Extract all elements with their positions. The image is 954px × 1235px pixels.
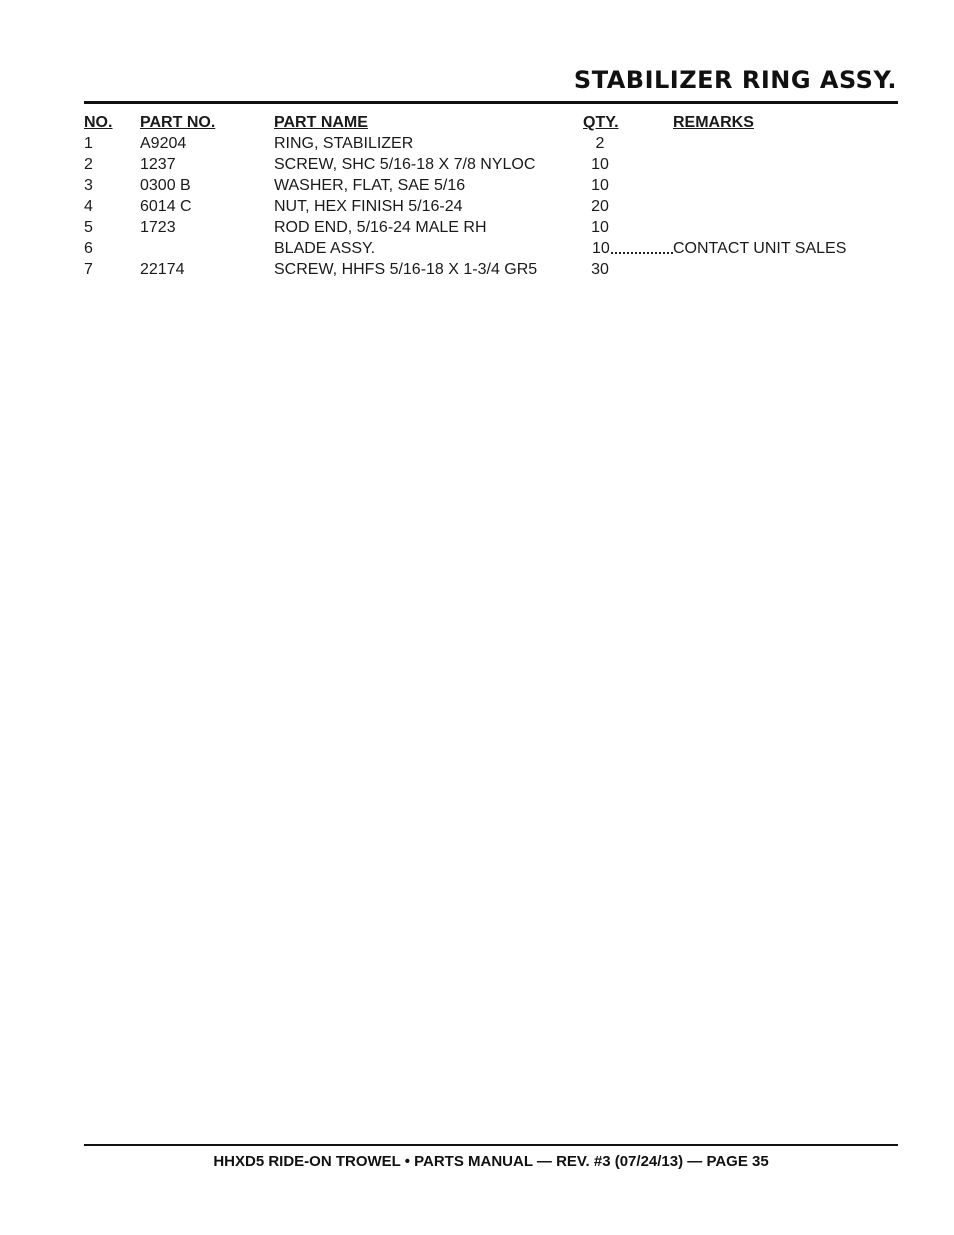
- table-row: [84, 196, 898, 217]
- dot-leader: [611, 252, 673, 254]
- row-part-no: 1237: [140, 156, 176, 173]
- row-part-name: SCREW, SHC 5/16-18 X 7/8 NYLOC: [274, 156, 536, 173]
- table-header-row: [84, 112, 898, 133]
- row-no: 3: [84, 177, 93, 194]
- row-part-no: 0300 B: [140, 177, 191, 194]
- row-qty: 10: [591, 219, 609, 236]
- page-title: STABILIZER RING ASSY.: [573, 66, 897, 94]
- row-part-no: 22174: [140, 261, 185, 278]
- row-part-no: A9204: [140, 135, 187, 152]
- row-no: 1: [84, 135, 93, 152]
- row-qty: 30: [591, 261, 609, 278]
- header-remarks: REMARKS: [673, 114, 754, 131]
- row-part-no: 1723: [140, 219, 176, 236]
- row-part-no: 6014 C: [140, 198, 192, 215]
- row-no: 4: [84, 198, 93, 215]
- table-row: [84, 154, 898, 175]
- row-qty: 10: [592, 240, 610, 257]
- row-part-name: RING, STABILIZER: [274, 135, 414, 152]
- table-row: [84, 175, 898, 196]
- row-part-name: BLADE ASSY.: [274, 240, 379, 257]
- row-remarks: CONTACT UNIT SALES: [673, 240, 847, 257]
- row-no: 7: [84, 261, 93, 278]
- header-part-name: PART NAME: [274, 114, 368, 131]
- table-row: [84, 217, 898, 238]
- header-no: NO.: [84, 114, 113, 131]
- parts-table: [84, 112, 898, 280]
- header-qty: QTY.: [583, 114, 619, 131]
- footer-rule: [84, 1144, 898, 1146]
- row-part-name: WASHER, FLAT, SAE 5/16: [274, 177, 466, 194]
- row-no: 6: [84, 240, 93, 257]
- row-part-name: SCREW, HHFS 5/16-18 X 1-3/4 GR5: [274, 261, 538, 278]
- title-rule: [84, 101, 898, 104]
- row-part-name: NUT, HEX FINISH 5/16-24: [274, 198, 463, 215]
- header-part-no: PART NO.: [140, 114, 216, 131]
- row-no: 2: [84, 156, 93, 173]
- row-part-name: ROD END, 5/16-24 MALE RH: [274, 219, 487, 236]
- qty-remarks-leader: [611, 238, 673, 259]
- page-footer: HHXD5 RIDE-ON TROWEL • PARTS MANUAL — REV. #3 (07/24/13) — PAGE 35: [213, 1153, 769, 1170]
- row-no: 5: [84, 219, 93, 236]
- table-row: [84, 238, 898, 259]
- table-row: [84, 133, 898, 154]
- row-qty: 20: [591, 198, 609, 215]
- row-qty: 2: [595, 135, 605, 152]
- table-row: [84, 259, 898, 280]
- row-qty: 10: [591, 156, 609, 173]
- row-qty: 10: [591, 177, 609, 194]
- row-part-name-leader: [274, 238, 592, 259]
